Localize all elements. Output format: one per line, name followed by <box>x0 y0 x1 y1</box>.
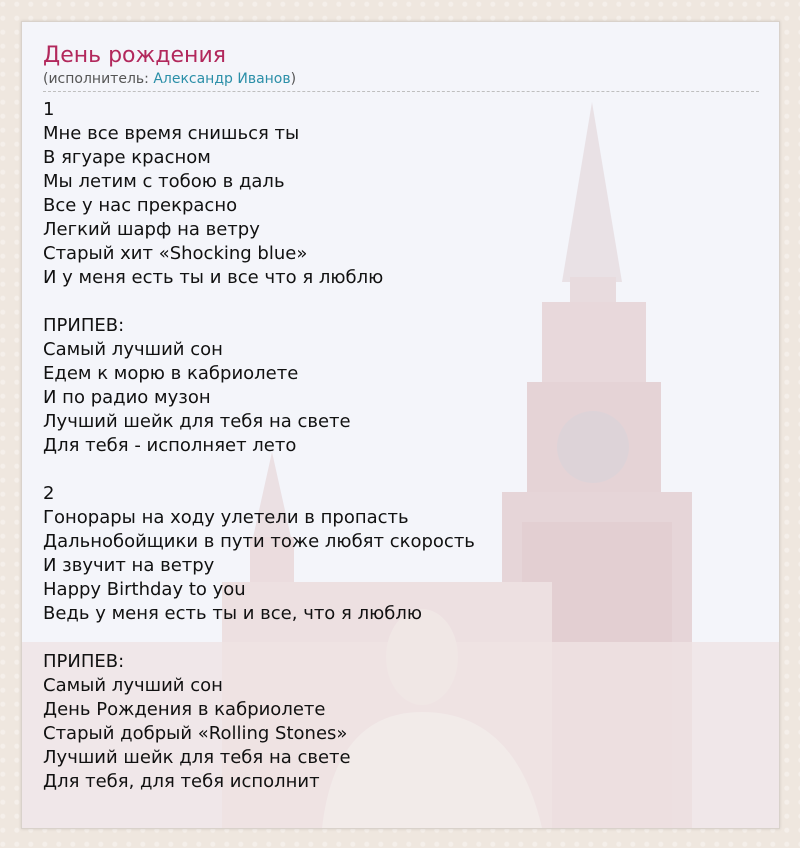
lyric-line: И звучит на ветру <box>43 555 215 576</box>
lyric-line: Все у нас прекрасно <box>43 195 238 216</box>
performer-line <box>43 70 759 88</box>
lyrics-text <box>43 98 759 794</box>
lyric-line: Лучший шейк для тебя на свете <box>43 411 351 432</box>
lyric-line: Гонорары на ходу улетели в пропасть <box>43 507 409 528</box>
lyric-line: 1 <box>43 99 55 120</box>
lyric-line: И по радио музон <box>43 387 211 408</box>
lyric-line: Дальнобойщики в пути тоже любят скорость <box>43 531 475 552</box>
lyric-line: Для тебя - исполняет лето <box>43 435 297 456</box>
stanza-gap <box>43 290 759 314</box>
artist-link[interactable]: Александр Иванов <box>153 71 291 87</box>
lyric-line: 2 <box>43 483 55 504</box>
lyric-line: Лучший шейк для тебя на свете <box>43 747 351 768</box>
performer-suffix: ) <box>290 71 297 87</box>
lyric-line: Старый хит «Shocking blue» <box>43 243 308 264</box>
lyric-line: День Рождения в кабриолете <box>43 699 326 720</box>
stanza-gap <box>43 458 759 482</box>
lyric-line: И у меня есть ты и все что я люблю <box>43 267 384 288</box>
lyric-line: Едем к морю в кабриолете <box>43 363 299 384</box>
lyric-line: ПРИПЕВ: <box>43 651 125 672</box>
song-title: День рождения <box>43 43 226 68</box>
lyric-line: В ягуаре красном <box>43 147 211 168</box>
performer-prefix: (исполнитель: <box>43 71 154 87</box>
lyric-line: Мы летим с тобою в даль <box>43 171 285 192</box>
lyric-line: ПРИПЕВ: <box>43 315 125 336</box>
lyric-line: Самый лучший сон <box>43 675 223 696</box>
lyric-line: Легкий шарф на ветру <box>43 219 260 240</box>
lyric-line: Happy Birthday to you <box>43 579 246 600</box>
lyric-line: Мне все время снишься ты <box>43 123 300 144</box>
lyric-line: Ведь у меня есть ты и все, что я люблю <box>43 603 423 624</box>
lyric-line: Старый добрый «Rolling Stones» <box>43 723 348 744</box>
song-content <box>43 42 759 794</box>
stanza-gap <box>43 626 759 650</box>
lyrics-card <box>21 21 780 829</box>
lyric-line: Самый лучший сон <box>43 339 223 360</box>
title-divider <box>43 91 759 92</box>
lyric-line: Для тебя, для тебя исполнит <box>43 771 320 792</box>
